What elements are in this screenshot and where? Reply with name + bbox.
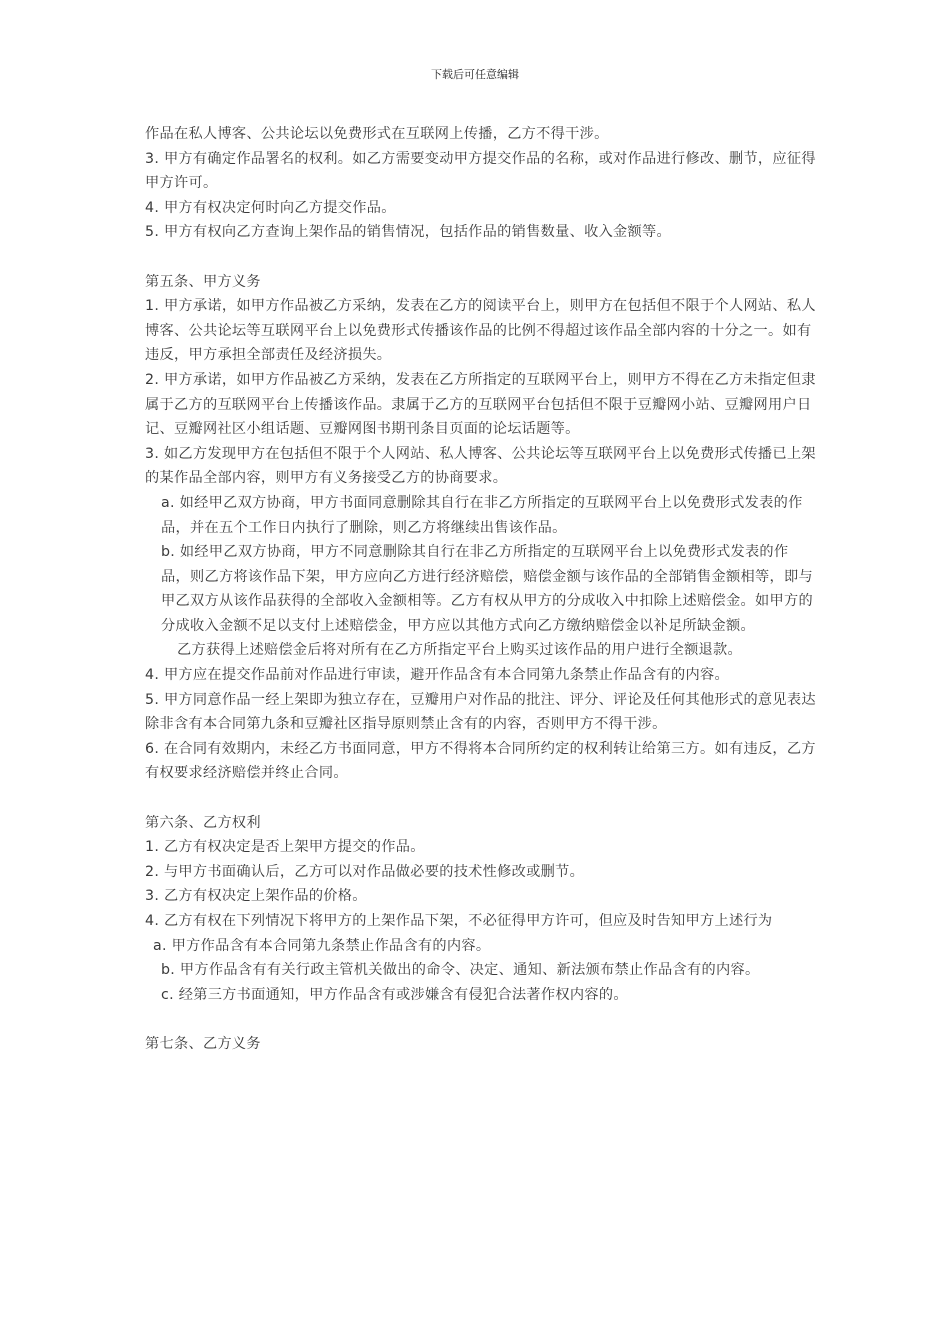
paragraph: 4. 甲方应在提交作品前对作品进行审读，避开作品含有本合同第九条禁止作品含有的内容。 <box>145 667 729 684</box>
page-header: 下载后可任意编辑 <box>431 68 519 81</box>
paragraph: 3. 如乙方发现甲方在包括但不限于个人网站、私人博客、公共论坛等互联网平台上以免费形式传播已上架的某作品全部内容，则甲方有义务接受乙方的协商要求。 <box>145 445 816 487</box>
paragraph: 2. 甲方承诺，如甲方作品被乙方采纳，发表在乙方所指定的互联网平台上，则甲方不得在乙方未指定但隶属于乙方的互联网平台上传播该作品。隶属于乙方的互联网平台包括但不限于豆瓣网小站、豆瓣网用户日记、豆瓣网社区小组话题、豆瓣网图书期刊条目页面的论坛话题等。 <box>145 371 816 438</box>
paragraph: 2. 与甲方书面确认后，乙方可以对作品做必要的技术性修改或删节。 <box>145 863 585 880</box>
paragraph: 作品在私人博客、公共论坛以免费形式在互联网上传播，乙方不得干涉。 <box>145 126 609 142</box>
paragraph: 1. 甲方承诺，如甲方作品被乙方采纳，发表在乙方的阅读平台上，则甲方在包括但不限于个人网站、私人博客、公共论坛等互联网平台上以免费形式传播该作品的比例不得超过该作品全部内容的十分之一。如有违反，甲方承担全部责任及经济损失。 <box>145 298 816 364</box>
paragraph: 4. 乙方有权在下列情况下将甲方的上架作品下架，不必征得甲方许可，但应及时告知甲方上述行为 <box>145 913 773 929</box>
sub-paragraph: c. 经第三方书面通知，甲方作品含有或涉嫌含有侵犯合法著作权内容的。 <box>161 986 628 1003</box>
spacer <box>145 245 817 270</box>
section-heading: 第七条、乙方义务 <box>145 1035 261 1052</box>
section-heading: 第五条、甲方义务 <box>145 273 261 290</box>
sub-paragraph: b. 如经甲乙双方协商，甲方不同意删除其自行在非乙方所指定的互联网平台上以免费形式发表的作品，则乙方将该作品下架，甲方应向乙方进行经济赔偿，赔偿金额与该作品的全部销售金额相等，即与甲乙双方从该作品获得的全部收入金额相等。乙方有权从甲方的分成收入中扣除上述赔偿金。如甲方的分成收入金额不足以支付上述赔偿金，甲方应以其他方式向乙方缴纳赔偿金以补足所缺金额。 <box>161 544 813 634</box>
paragraph: 5. 甲方同意作品一经上架即为独立存在，豆瓣用户对作品的批注、评分、评论及任何其他形式的意见表达除非含有本合同第九条和豆瓣社区指导原则禁止含有的内容，否则甲方不得干涉。 <box>145 691 816 733</box>
sub-paragraph: a. 如经甲乙双方协商，甲方书面同意删除其自行在非乙方所指定的互联网平台上以免费形式发表的作品，并在五个工作日内执行了删除，则乙方将继续出售该作品。 <box>161 494 803 536</box>
spacer <box>145 786 817 811</box>
paragraph: 4. 甲方有权决定何时向乙方提交作品。 <box>145 199 396 216</box>
sub-paragraph: a. 甲方作品含有本合同第九条禁止作品含有的内容。 <box>153 937 491 954</box>
paragraph: 3. 乙方有权决定上架作品的价格。 <box>145 888 367 905</box>
paragraph: 5. 甲方有权向乙方查询上架作品的销售情况，包括作品的销售数量、收入金额等。 <box>145 224 672 241</box>
paragraph: 3. 甲方有确定作品署名的权利。如乙方需要变动甲方提交作品的名称，或对作品进行修改、删节，应征得甲方许可。 <box>145 150 816 192</box>
paragraph: 6. 在合同有效期内，未经乙方书面同意，甲方不得将本合同所约定的权利转让给第三方。如有违反，乙方有权要求经济赔偿并终止合同。 <box>145 740 816 782</box>
section-heading: 第六条、乙方权利 <box>145 814 261 831</box>
spacer <box>145 1007 817 1032</box>
sub-paragraph: b. 甲方作品含有有关行政主管机关做出的命令、决定、通知、新法颁布禁止作品含有的内容。 <box>161 962 760 979</box>
document-body <box>145 122 817 1057</box>
paragraph: 乙方获得上述赔偿金后将对所有在乙方所指定平台上购买过该作品的用户进行全额退款。 <box>177 642 743 659</box>
paragraph: 1. 乙方有权决定是否上架甲方提交的作品。 <box>145 839 425 856</box>
